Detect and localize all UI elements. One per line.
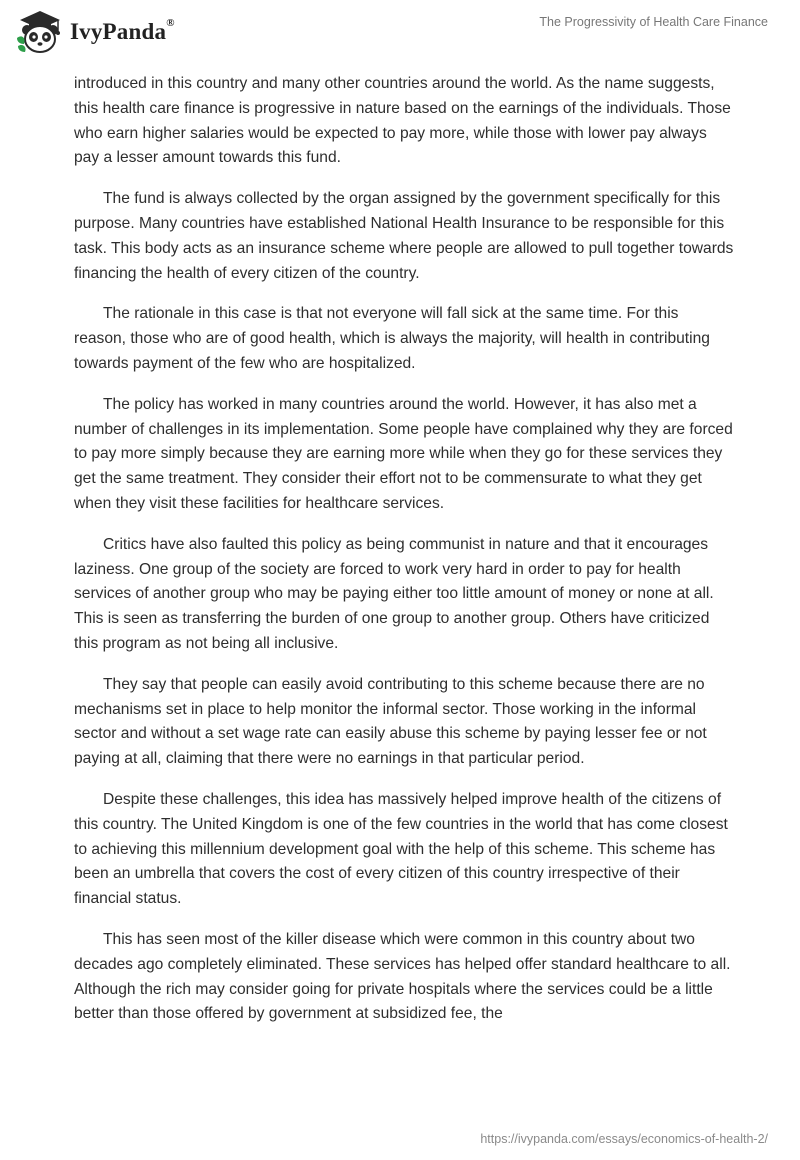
source-url-link[interactable]: https://ivypanda.com/essays/economics-of-health-2/ xyxy=(480,1132,768,1146)
paragraph: They say that people can easily avoid contributing to this scheme because there are no mechanisms set in place to help monitor the informal sector. Those working in the informal sector and without a set wage rate can easily abuse this scheme by paying lesser fee or not paying at all, claiming that there were no earnings in that particular period. xyxy=(74,675,707,768)
paragraph: Critics have also faulted this policy as being communist in nature and that it encourages laziness. One group of the society are forced to work very hard in order to pay for health services of another group who may be paying either too little amount of money or none at all. This is seen as transferring the burden of one group to another group. Others have criticized this program as not being all inclusive. xyxy=(74,535,714,652)
logo[interactable] xyxy=(14,8,175,56)
paragraph: The rationale in this case is that not everyone will fall sick at the same time. For this reason, those who are of good health, which is always the majority, will health in contributing towards payment of the few who are hospitalized. xyxy=(74,305,710,372)
document-title: The Progressivity of Health Care Finance xyxy=(539,15,768,29)
paragraph: The fund is always collected by the organ assigned by the government specifically for this purpose. Many countries have established National Health Insurance to be responsible for this task. This body acts as an insurance scheme where people are allowed to pull together towards financing the health of every citizen of the country. xyxy=(74,190,734,282)
registered-mark: ® xyxy=(166,17,175,29)
logo-text xyxy=(70,19,175,45)
panda-graduate-icon xyxy=(14,8,66,56)
paragraph: introduced in this country and many other countries around the world. As the name suggests, this health care finance is progressive in nature based on the earnings of the individuals. Those who earn higher salaries would be expected to pay more, while those with lower pay always pay a lesser amount towards this fund. xyxy=(74,75,731,167)
essay-body xyxy=(74,72,734,1043)
paragraph: Despite these challenges, this idea has massively helped improve health of the citizens of this country. The United Kingdom is one of the few countries in the world that has come closest to achieving this millennium development goal with the help of this scheme. This scheme has been an umbrella that covers the cost of every citizen of this country irrespective of their financial status. xyxy=(74,790,728,908)
paragraph: The policy has worked in many countries around the world. However, it has also met a number of challenges in its implementation. Some people have complained why they are forced to pay more simply because they are earning more while when they go for these services they get the same treatment. They consider their effort not to be commensurate to what they get when they visit these facilities for healthcare services. xyxy=(74,395,733,512)
logo-wordmark: IvyPanda xyxy=(70,19,167,44)
page-header xyxy=(0,0,800,70)
paragraph: This has seen most of the killer disease which were common in this country about two decades ago completely eliminated. These services has helped offer standard healthcare to all. Although the rich may consider going for private hospitals where the services could be a little better than those offered by government at subsidized fee, the xyxy=(74,930,731,1023)
